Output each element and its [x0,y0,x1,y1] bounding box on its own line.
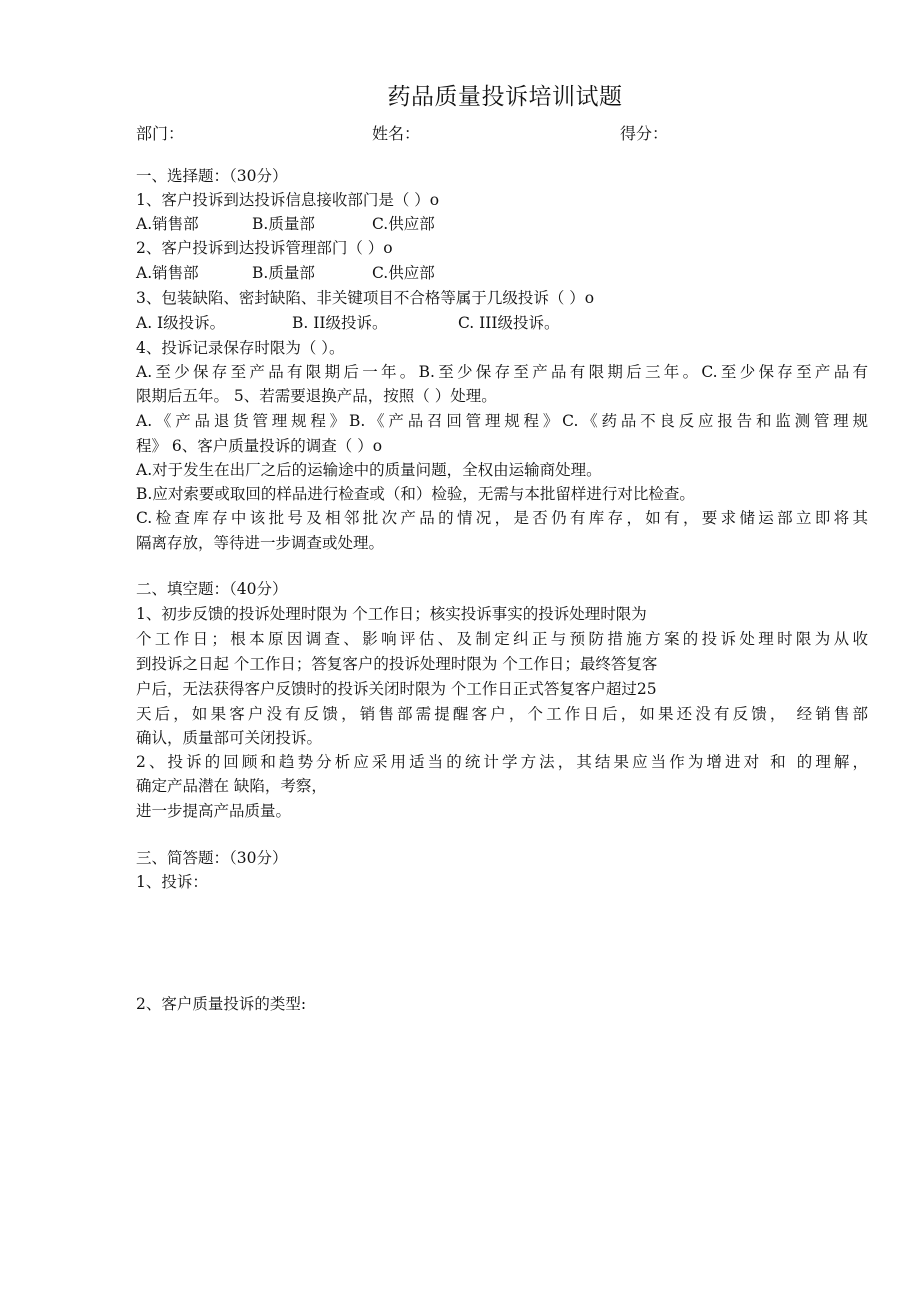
fill-line: 户后，无法获得客户反馈时的投诉关闭时限为 个工作日正式答复客户超过25 [136,680,657,698]
option-b: B.质量部 [252,215,315,233]
option-c: C.供应部 [372,215,435,233]
fill-line: 个工作日；根本原因调查、影响评估、及制定纠正与预防措施方案的投诉处理时限为从收 [136,630,868,648]
section1-heading: 一、选择题：（30分） [136,167,288,185]
section3-heading: 三、简答题：（30分） [136,849,288,867]
short-answer-1: 1、投诉： [136,873,208,891]
question-5-options-line1: A.《产品退货管理规程》B.《产品召回管理规程》C.《药品不良反应报告和监测管理规 [136,412,868,430]
question-6-option-b: B.应对索要或取回的样品进行检查或（和）检验，无需与本批留样进行对比检查。 [136,485,695,503]
question-2-options [136,262,435,284]
question-4-options-line2: 限期后五年。 5、若需要退换产品，按照（ ）处理。 [136,387,497,405]
score-field: 得分： [620,124,669,143]
fill-line: 到投诉之日起 个工作日；答复客户的投诉处理时限为 个工作日；最终答复客 [136,655,658,673]
option-c: C.供应部 [372,264,435,282]
option-a: A.销售部 [136,264,199,282]
department-field: 部门： [136,124,185,143]
question-4-options-line1: A.至少保存至产品有限期后一年。B.至少保存至产品有限期后三年。C.至少保存至产品有 [136,363,868,381]
option-a: A. I级投诉。 [136,314,226,332]
name-field: 姓名： [372,124,421,143]
question-2: 2、客户投诉到达投诉管理部门（ ）o [136,239,393,257]
fill-line: 1、初步反馈的投诉处理时限为 个工作日；核实投诉事实的投诉处理时限为 [136,605,647,623]
question-6-option-c-line2: 隔离存放，等待进一步调查或处理。 [136,534,385,552]
question-4: 4、投诉记录保存时限为（ ）。 [136,339,345,357]
option-b: B. II级投诉。 [292,314,388,332]
page-title: 药品质量投诉培训试题 [387,84,623,110]
fill-line: 确定产品潜在 缺陷，考察， [136,777,327,795]
fill-line: 进一步提高产品质量。 [136,802,292,820]
option-b: B.质量部 [252,264,315,282]
question-5-options-line2: 程》 6、客户质量投诉的调查（ ）o [136,437,383,455]
fill-line: 确认，质量部可关闭投诉。 [136,729,323,747]
option-c: C. III级投诉。 [458,314,560,332]
question-6-option-c-line1: C.检查库存中该批号及相邻批次产品的情况，是否仍有库存，如有，要求储运部立即将其 [136,509,868,527]
short-answer-2: 2、客户质量投诉的类型: [136,995,307,1013]
section2-heading: 二、填空题：（40分） [136,580,288,598]
question-1: 1、客户投诉到达投诉信息接收部门是（ ）o [136,191,440,209]
question-3: 3、包装缺陷、密封缺陷、非关键项目不合格等属于几级投诉（ ）o [136,289,595,307]
question-1-options [136,213,435,235]
fill-line: 天后，如果客户没有反馈，销售部需提醒客户，个工作日后，如果还没有反馈， 经销售部 [136,705,868,723]
fill-line: 2、投诉的回顾和趋势分析应采用适当的统计学方法，其结果应当作为增进对 和 的理解， [136,753,868,771]
question-3-options [136,312,560,334]
question-6-option-a: A.对于发生在出厂之后的运输途中的质量问题，全权由运输商处理。 [136,461,602,479]
option-a: A.销售部 [136,215,199,233]
